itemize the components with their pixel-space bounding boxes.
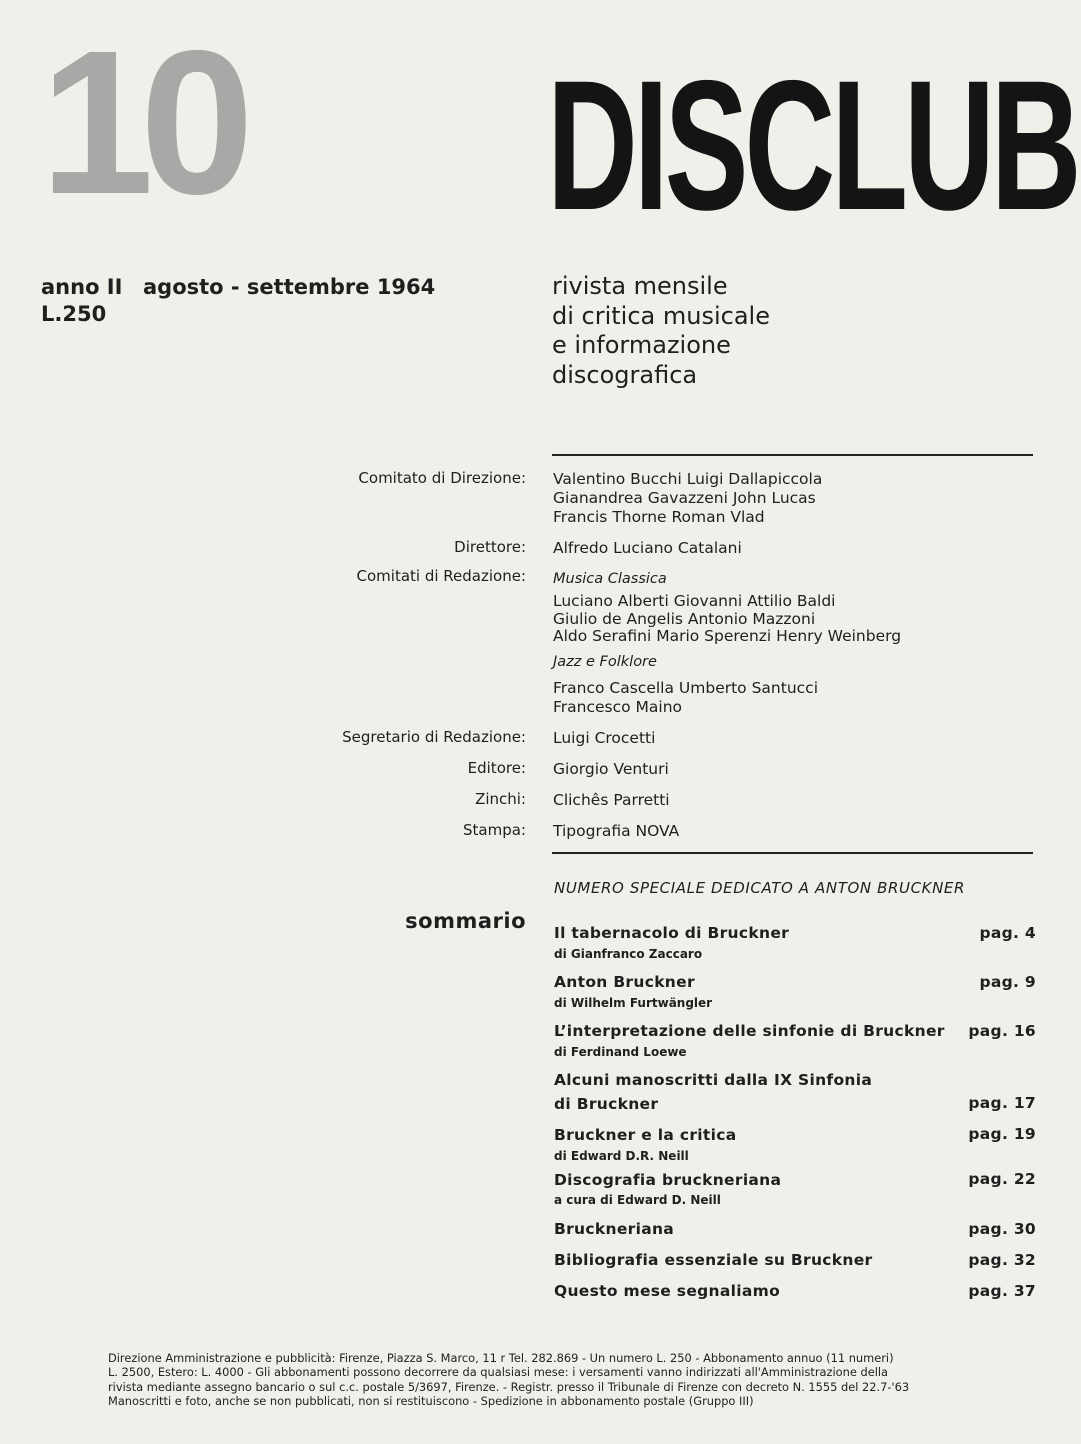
toc-item-page: pag. 4 <box>979 924 1036 942</box>
toc-item-title: Bruckneriana <box>554 1220 675 1238</box>
label-direttore: Direttore: <box>454 538 526 556</box>
toc-item-title: Questo mese segnaliamo <box>554 1282 781 1300</box>
musica-classica-heading: Musica Classica <box>553 571 667 587</box>
issue-number: 10 <box>40 8 241 237</box>
comitato-direzione-line: Valentino Bucchi Luigi Dallapiccola <box>553 470 823 488</box>
toc-item-title: Alcuni manoscritti dalla IX Sinfonia <box>554 1071 873 1089</box>
footer-line: Direzione Amministrazione e pubblicità: Firenze, Piazza S. Marco, 11 r Tel. 282.869 - Un numero L. 250 - Abbonamento annuo (11 numeri) <box>108 1351 894 1365</box>
label-zinchi: Zinchi: <box>475 790 526 808</box>
footer-line: Manoscritti e foto, anche se non pubblicati, non si restituiscono - Spedizione in abbonamento postale (Gruppo III) <box>108 1393 754 1408</box>
comitato-direzione-line: Francis Thorne Roman Vlad <box>553 508 765 526</box>
label-comitato-direzione: Comitato di Direzione: <box>358 469 526 487</box>
toc-item-page: pag. 19 <box>968 1125 1036 1143</box>
toc-item-title: Bruckner e la critica <box>554 1126 737 1144</box>
jazz-line: Franco Cascella Umberto Santucci <box>553 679 818 697</box>
tagline-line: rivista mensile <box>552 272 728 300</box>
divider-top <box>552 454 1033 456</box>
label-comitati-redazione: Comitati di Redazione: <box>356 567 526 585</box>
toc-item-page: pag. 22 <box>968 1170 1036 1188</box>
toc-item-page: pag. 9 <box>979 973 1036 991</box>
comitato-direzione-line: Gianandrea Gavazzeni John Lucas <box>553 489 816 507</box>
toc-item-title: Bibliografia essenziale su Bruckner <box>554 1251 873 1269</box>
editore-name: Giorgio Venturi <box>553 760 669 778</box>
toc-item-page: pag. 16 <box>968 1022 1036 1040</box>
jazz-line: Francesco Maino <box>553 698 683 716</box>
divider-bottom <box>552 852 1033 854</box>
year-label: anno II <box>41 275 123 299</box>
stampa-name: Tipografia NOVA <box>553 822 680 840</box>
jazz-folklore-heading: Jazz e Folklore <box>553 654 657 670</box>
classica-line: Aldo Serafini Mario Sperenzi Henry Weinberg <box>553 627 902 645</box>
classica-line: Luciano Alberti Giovanni Attilio Baldi <box>553 592 836 610</box>
toc-item-title: L’interpretazione delle sinfonie di Bruckner <box>554 1022 945 1040</box>
segretario-name: Luigi Crocetti <box>553 729 656 747</box>
publication-footer <box>108 1351 1038 1408</box>
special-issue-heading: NUMERO SPECIALE DEDICATO A ANTON BRUCKNER <box>554 879 965 897</box>
toc-item-page: pag. 32 <box>968 1251 1036 1269</box>
footer-line: L. 2500, Estero: L. 4000 - Gli abbonamenti possono decorrere da qualsiasi mese: i versamenti vanno indirizzati all'Amministrazione della <box>108 1365 889 1380</box>
footer-line: rivista mediante assegno bancario o sul c.c. postale 5/3697, Firenze. - Registr. presso il Tribunale di Firenze con decreto N. 1555 del 22.7-'63 <box>108 1379 910 1394</box>
sommario-heading: sommario <box>405 909 526 933</box>
toc-item-author: di Gianfranco Zaccaro <box>554 947 703 961</box>
toc-item-title: Discografia bruckneriana <box>554 1171 782 1189</box>
toc-item-page: pag. 30 <box>968 1220 1036 1238</box>
toc-item-page: pag. 37 <box>968 1282 1036 1300</box>
direttore-name: Alfredo Luciano Catalani <box>553 539 742 557</box>
label-stampa: Stampa: <box>463 821 526 839</box>
toc-item-title: Anton Bruckner <box>554 973 695 991</box>
toc-item-title-cont: di Bruckner <box>554 1095 659 1113</box>
toc-item-author: a cura di Edward D. Neill <box>554 1193 721 1207</box>
toc-item-author: di Ferdinand Loewe <box>554 1045 687 1059</box>
toc-item-title: Il tabernacolo di Bruckner <box>554 924 790 942</box>
toc-item-author: di Wilhelm Furtwängler <box>554 996 713 1010</box>
toc-item-author: di Edward D.R. Neill <box>554 1149 689 1163</box>
label-segretario: Segretario di Redazione: <box>342 728 526 746</box>
magazine-masthead: DISCLUB <box>547 43 1078 249</box>
issue-price: L.250 <box>41 302 107 326</box>
tagline-line: discografica <box>552 360 698 389</box>
toc-item-page: pag. 17 <box>968 1094 1036 1112</box>
tagline <box>552 272 770 390</box>
zinchi-name: Clichês Parretti <box>553 791 670 809</box>
classica-line: Giulio de Angelis Antonio Mazzoni <box>553 610 816 628</box>
issue-date: agosto - settembre 1964 <box>143 275 436 299</box>
tagline-line: e informazione <box>552 331 731 359</box>
tagline-line: di critica musicale <box>552 301 770 330</box>
label-editore: Editore: <box>467 759 526 777</box>
